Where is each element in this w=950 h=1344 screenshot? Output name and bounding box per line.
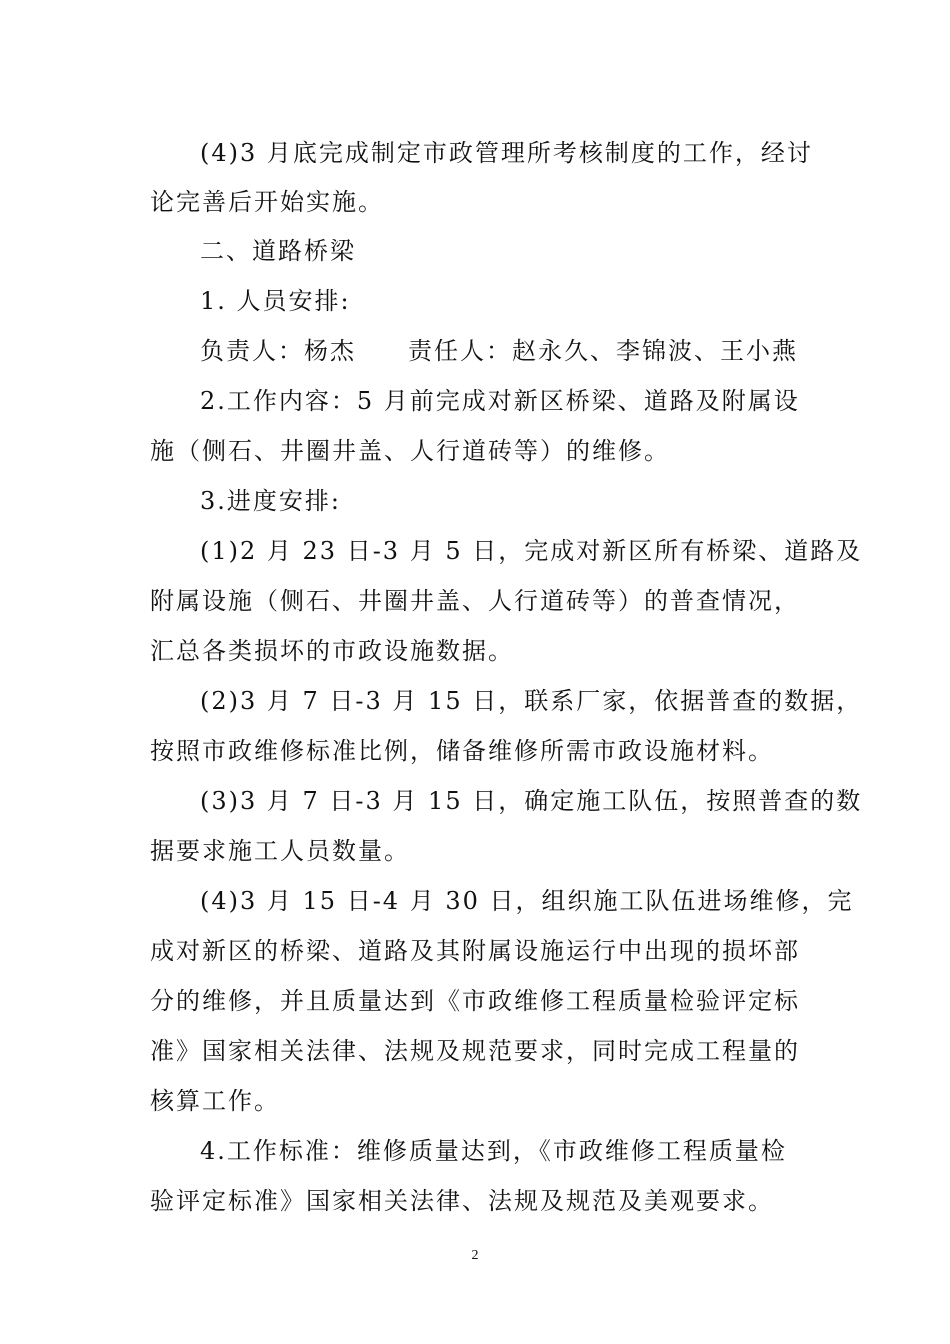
subsection-heading: 1. 人员安排: (200, 287, 351, 315)
section-heading: 二、道路桥梁 (200, 237, 356, 265)
text-line: 汇总各类损坏的市政设施数据。 (150, 637, 514, 665)
text-line: 附属设施（侧石、井圈井盖、人行道砖等）的普查情况， (150, 587, 800, 615)
text-line: 成对新区的桥梁、道路及其附属设施运行中出现的损坏部 (150, 937, 800, 965)
text-line: (2)3 月 7 日-3 月 15 日，联系厂家，依据普查的数据， (200, 687, 863, 715)
text-line: (1)2 月 23 日-3 月 5 日，完成对新区所有桥梁、道路及 (200, 537, 863, 565)
text-line: 2.工作内容：5 月前完成对新区桥梁、道路及附属设 (200, 387, 800, 415)
text-line: 4.工作标准：维修质量达到，《市政维修工程质量检 (200, 1137, 787, 1165)
text-line: 核算工作。 (150, 1087, 280, 1115)
text-line: (4)3 月 15 日-4 月 30 日，组织施工队伍进场维修，完 (200, 887, 854, 915)
text-line: 据要求施工人员数量。 (150, 837, 410, 865)
text-line: 按照市政维修标准比例，储备维修所需市政设施材料。 (150, 737, 774, 765)
text-line: 论完善后开始实施。 (150, 188, 384, 216)
text-line: 负责人：杨杰 责任人：赵永久、李锦波、王小燕 (200, 337, 798, 365)
text-line: 分的维修，并且质量达到《市政维修工程质量检验评定标 (150, 987, 800, 1015)
page-number: 2 (471, 1248, 479, 1263)
text-line: 准》国家相关法律、法规及规范要求，同时完成工程量的 (150, 1037, 800, 1065)
text-line: (3)3 月 7 日-3 月 15 日，确定施工队伍，按照普查的数 (200, 787, 863, 815)
text-line: (4)3 月底完成制定市政管理所考核制度的工作，经讨 (200, 139, 813, 167)
text-line: 施（侧石、井圈井盖、人行道砖等）的维修。 (150, 437, 670, 465)
subsection-heading: 3.进度安排: (200, 487, 341, 515)
text-line: 验评定标准》国家相关法律、法规及规范及美观要求。 (150, 1187, 774, 1215)
